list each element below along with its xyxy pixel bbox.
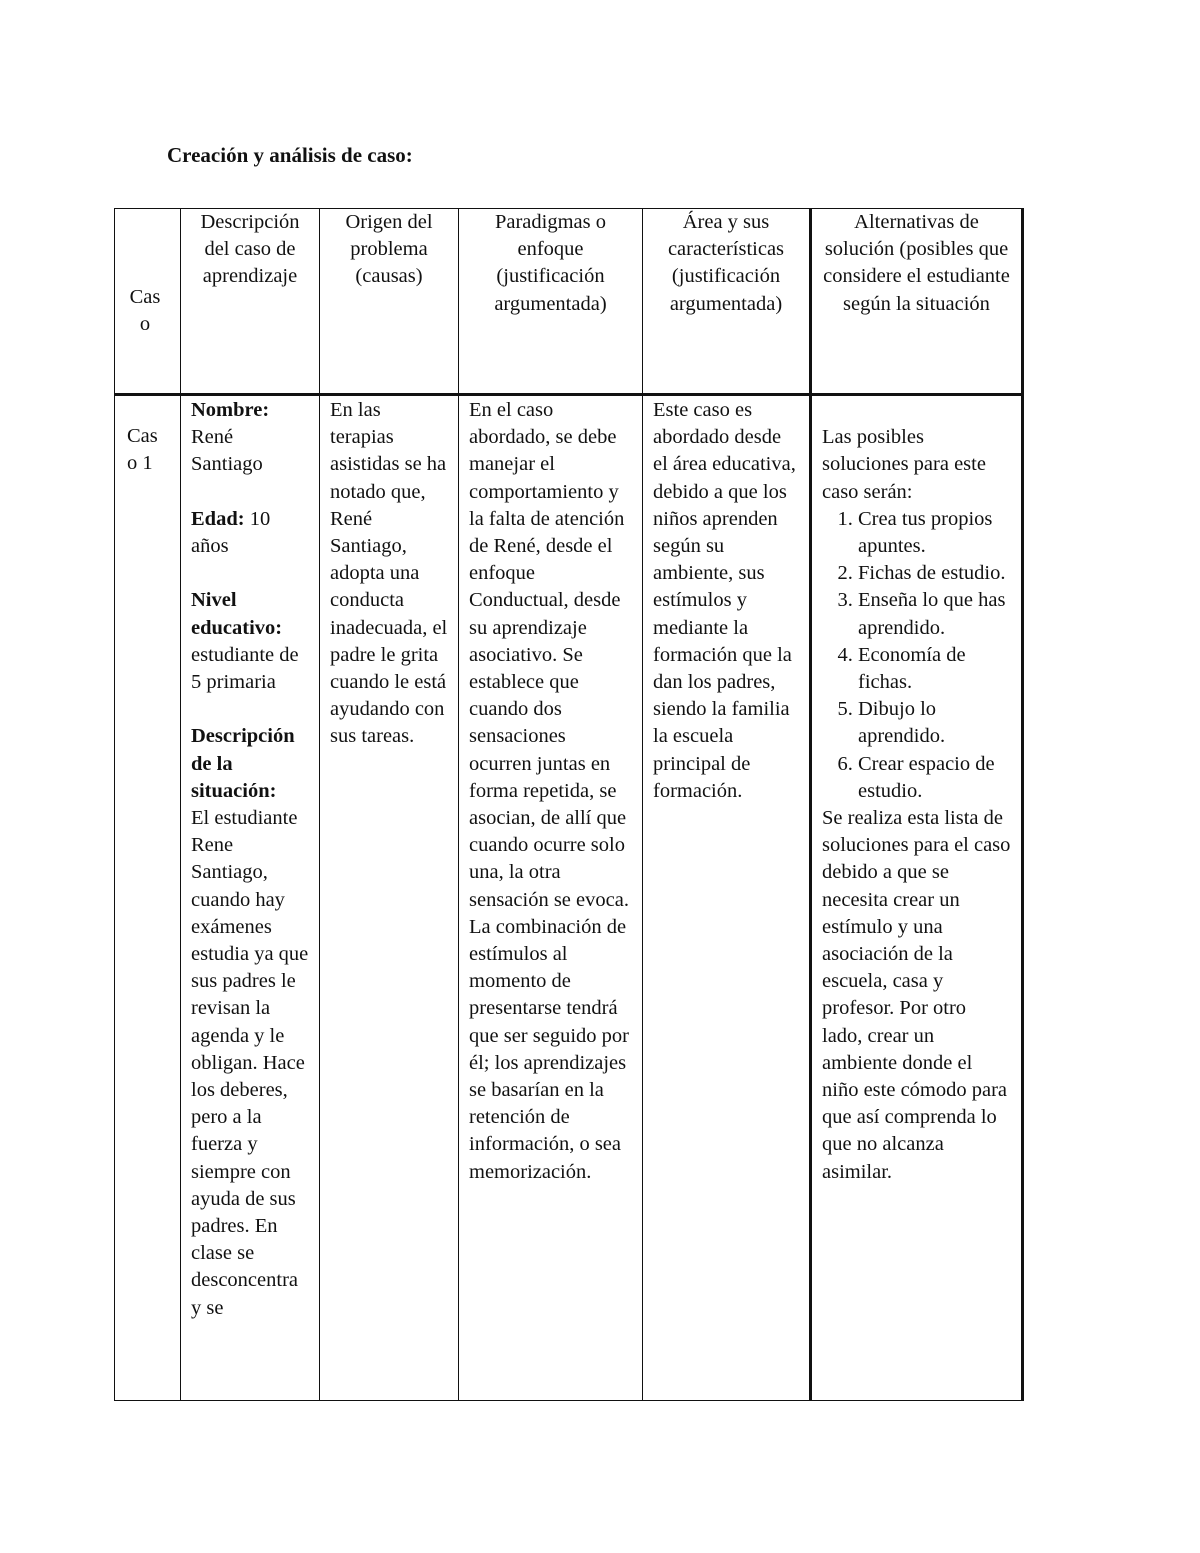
- list-item: 2. Fichas de estudio.: [858, 560, 1011, 587]
- cell-descripcion: [181, 395, 320, 1401]
- nivel-value: estudiante de 5 primaria: [191, 643, 299, 693]
- list-item: 1. Crea tus propios apuntes.: [858, 506, 1011, 560]
- alternativas-outro: Se realiza esta lista de soluciones para el caso debido a que se necesita crear un estímulo y una asociación de la escuela, casa y profesor. Por otro lado, crear un ambiente donde el niño este cómodo para que así comprenda lo que no alcanza asimilar.: [822, 807, 1011, 1183]
- cell-area: Este caso es abordado desde el área educativa, debido a que los niños aprenden según su ambiente, sus estímulos y mediante la formación que la dan los padres, siendo la familia la escuela principal de formación.: [643, 395, 811, 1401]
- cell-origen: En las terapias asistidas se ha notado que, René Santiago, adopta una conducta inadecuada, el padre le grita cuando le está ayudando con sus tareas.: [320, 395, 459, 1401]
- nombre-label: Nombre:: [191, 399, 270, 421]
- page-title: Creación y análisis de caso:: [167, 143, 413, 167]
- header-alternativas: Alternativas de solución (posibles que considere el estudiante según la situación: [811, 209, 1023, 395]
- list-item: 3. Enseña lo que has aprendido.: [858, 587, 1011, 641]
- table-header-row: [115, 209, 1023, 395]
- header-origen: Origen del problema (causas): [320, 209, 459, 395]
- descripcion-label: Descripción de la situación:: [191, 725, 295, 802]
- descripcion-value: El estudiante Rene Santiago, cuando hay exámenes estudia ya que sus padres le revisan la agenda y le obligan. Hace los deberes, pero a la fuerza y siempre con ayuda de sus padres. En clase se desconcentra y se: [191, 807, 309, 1319]
- header-paradigmas: Paradigmas o enfoque (justificación argumentada): [459, 209, 643, 395]
- header-area: Área y sus características (justificación argumentada): [643, 209, 811, 395]
- header-caso: Cas o: [115, 209, 181, 395]
- cell-alternativas: [811, 395, 1023, 1401]
- edad-value: 10 años: [191, 507, 271, 557]
- nombre-value: René Santiago: [191, 426, 263, 476]
- nivel-label: Nivel educativo:: [191, 589, 283, 639]
- cell-paradigmas: En el caso abordado, se debe manejar el comportamiento y la falta de atención de René, desde el enfoque Conductual, desde su aprendizaje asociativo. Se establece que cuando dos sensaciones ocurren juntas en forma repetida, se asocian, de allí que cuando ocurre solo una, la otra sensación se evoca. La combinación de estímulos al momento de presentarse tendrá que ser seguido por él; los aprendizajes se basarían en la retención de información, o sea memorización.: [459, 395, 643, 1401]
- header-descripcion: Descripción del caso de aprendizaje: [181, 209, 320, 395]
- case-analysis-table: [114, 208, 1024, 1401]
- alternativas-list: [822, 506, 1011, 805]
- cell-caso: Cas o 1: [115, 395, 181, 1401]
- list-item: 4. Economía de fichas.: [858, 642, 1011, 696]
- list-item: 6. Crear espacio de estudio.: [858, 751, 1011, 805]
- list-item: 5. Dibujo lo aprendido.: [858, 696, 1011, 750]
- table-row: [115, 395, 1023, 1401]
- alternativas-intro: Las posibles soluciones para este caso serán:: [822, 426, 986, 503]
- edad-label: Edad:: [191, 507, 245, 530]
